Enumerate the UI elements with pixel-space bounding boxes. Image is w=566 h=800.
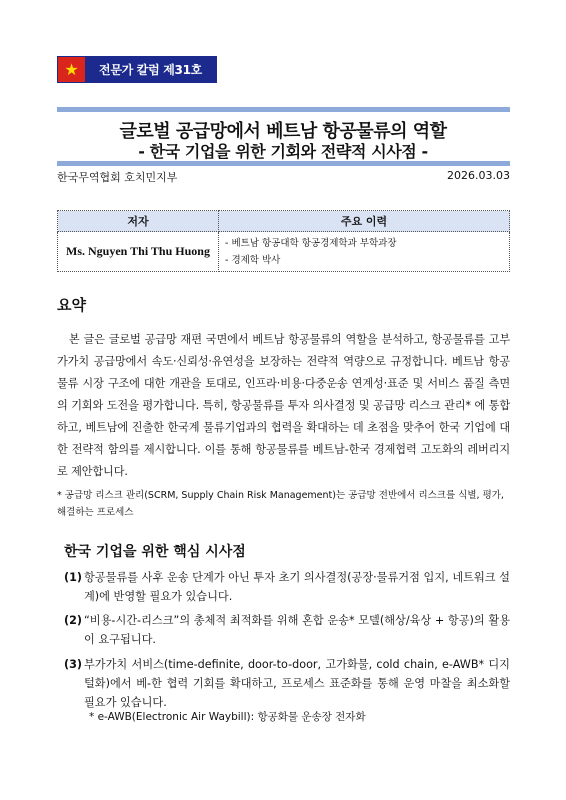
- implications-footnote: * e-AWB(Electronic Air Waybill): 항공화물 운송장 전자화: [89, 711, 366, 723]
- item-text: 항공물류를 사후 운송 단계가 아닌 투자 초기 의사결정(공장·물류거점 입지, 네트워크 설계)에 반영할 필요가 있습니다.: [84, 571, 510, 603]
- career-line: - 경제학 박사: [225, 254, 281, 266]
- vietnam-flag-star-icon: ★: [58, 57, 85, 82]
- author-header: 저자: [58, 211, 219, 232]
- author-career: [219, 232, 510, 272]
- badge-label: 전문가 칼럼 제31호: [85, 57, 216, 82]
- title-bottom-rule: [57, 161, 510, 166]
- item-number: (3): [64, 658, 83, 671]
- implications-heading: 한국 기업을 위한 핵심 시사점: [64, 544, 246, 560]
- implication-item: [64, 611, 510, 649]
- author-name: Ms. Nguyen Thi Thu Huong: [58, 232, 219, 272]
- title-top-rule: [57, 107, 510, 112]
- item-text: “비용-시간-리스크”의 총체적 최적화를 위해 혼합 운송* 모델(해상/육상 + 항공)의 활용이 요구됩니다.: [84, 614, 510, 646]
- summary-footnote: * 공급망 리스크 관리(SCRM, Supply Chain Risk Management)는 공급망 전반에서 리스크를 식별, 평가, 해결하는 프로세스: [57, 490, 504, 518]
- summary-heading: 요약: [57, 296, 86, 314]
- publish-date: 2026.03.03: [447, 169, 510, 182]
- implication-item: [64, 568, 510, 606]
- career-line: - 베트남 항공대학 항공경제학과 부학과장: [225, 237, 397, 249]
- organization-name: 한국무역협회 호치민지부: [57, 171, 178, 184]
- document-meta: [57, 169, 510, 185]
- career-header: 주요 이력: [219, 211, 510, 232]
- item-number: (1): [64, 571, 83, 584]
- page-title: 글로벌 공급망에서 베트남 항공물류의 역할: [119, 121, 447, 142]
- item-number: (2): [64, 614, 83, 627]
- summary-paragraph: 본 글은 글로벌 공급망 재편 국면에서 베트남 항공물류의 역할을 분석하고, 항공물류를 고부가가치 공급망에서 속도·신뢰성·유연성을 보장하는 전략적 역량으로 규정합니다. 베트남 항공물류 시장 구조에 대한 개관을 토대로, 인프라·비용·다중운송 연계성·표준 및 서비스 품질 측면의 기회와 도전을 평가합니다. 특히, 항공물류를 투자 의사결정 및 공급망 리스크 관리* 에 통합하고, 베트남에 진출한 한국계 물류기업과의 협력을 확대하는 데 초점을 맞추어 한국 기업에 대한 전략적 함의를 제시합니다. 이를 통해 항공물류를 베트남-한국 경제협력 고도화의 레버리지로 제안합니다.: [57, 333, 510, 478]
- column-badge: [57, 56, 217, 83]
- author-table: [57, 210, 510, 272]
- page-subtitle: - 한국 기업을 위한 기회와 전략적 시사점 -: [138, 142, 428, 161]
- implication-item: [64, 655, 510, 712]
- item-text: 부가가치 서비스(time-definite, door-to-door, 고가화물, cold chain, e-AWB* 디지털화)에서 베-한 협력 기회를 확대하고, 프로세스 표준화를 통해 운영 마찰을 최소화할 필요가 있습니다.: [84, 658, 510, 709]
